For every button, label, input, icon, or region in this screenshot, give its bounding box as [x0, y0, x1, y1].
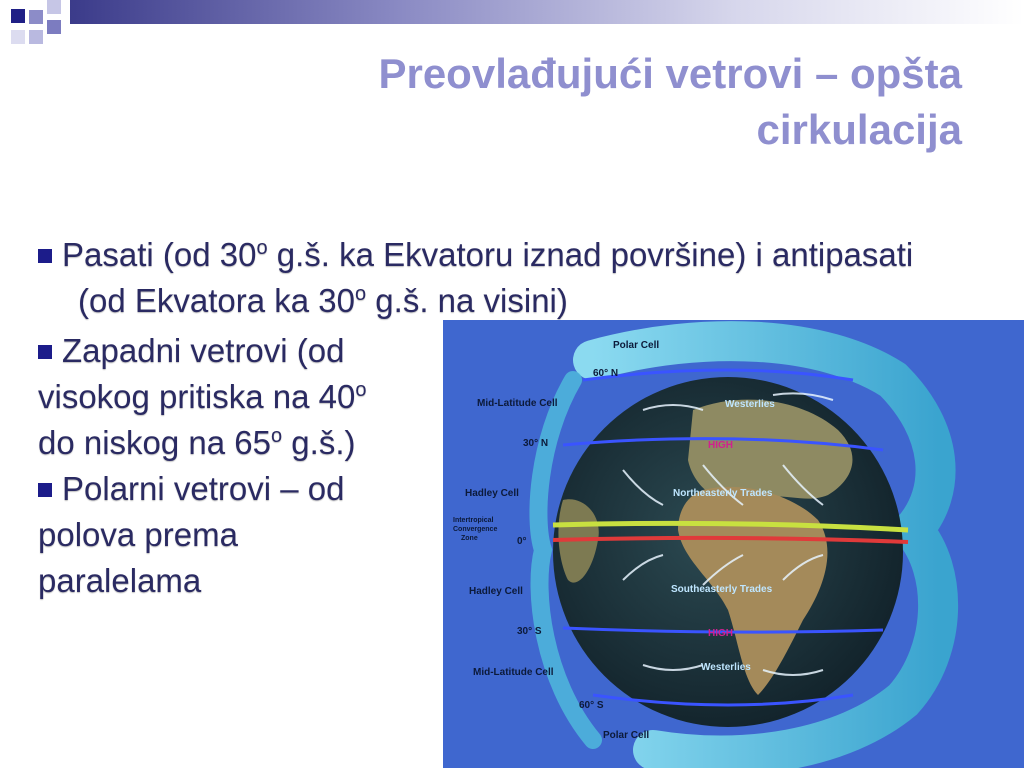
decor-square — [29, 30, 43, 44]
bullet-text: visokog pritiska na 40 — [38, 378, 356, 415]
decor-square — [47, 20, 61, 34]
label-30n: 30° N — [523, 438, 549, 449]
decor-square — [47, 0, 61, 14]
bullet-text: g.š. ka Ekvatoru iznad površine) i antipasati (od Ekvatora ka 30 — [78, 236, 914, 319]
bullet-text: Polarni vetrovi – od — [62, 470, 345, 507]
label-hadley-cell-s: Hadley Cell — [469, 586, 523, 597]
label-hadley-cell-n: Hadley Cell — [465, 488, 519, 499]
label-southeasterly-trades: Southeasterly Trades — [671, 584, 773, 595]
label-mid-latitude-cell-s: Mid-Latitude Cell — [473, 667, 554, 678]
label-westerlies-n: Westerlies — [725, 399, 775, 410]
label-itcz-3: Zone — [461, 535, 478, 542]
degree-superscript: o — [271, 425, 283, 447]
title-line-2: cirkulacija — [756, 106, 962, 153]
bullet-text: g.š.) — [282, 424, 356, 461]
label-polar-cell-s: Polar Cell — [603, 730, 650, 741]
bullet-square-icon — [38, 249, 52, 263]
label-high-s: HIGH — [708, 628, 733, 639]
global-circulation-figure — [443, 320, 1024, 768]
bullet-text: Zapadni vetrovi (od — [62, 332, 345, 369]
title-line-1: Preovlađujući vetrovi – opšta — [378, 50, 962, 97]
label-60n: 60° N — [593, 368, 619, 379]
bullet-text: do niskog na 65 — [38, 424, 272, 461]
header-gradient — [70, 0, 1024, 24]
bullet-text: g.š. na visini) — [366, 282, 568, 319]
decor-square — [11, 30, 25, 44]
bullet-square-icon — [38, 345, 52, 359]
label-mid-latitude-cell-n: Mid-Latitude Cell — [477, 398, 558, 409]
label-60s: 60° S — [579, 700, 604, 711]
label-high-n: HIGH — [708, 440, 733, 451]
bullet-text: Pasati (od 30 — [62, 236, 257, 273]
label-equator: 0° — [517, 536, 527, 547]
slide-title — [202, 46, 962, 158]
bullet-text: paralelama — [38, 562, 202, 599]
bullet-item-trade-winds — [38, 232, 968, 324]
decor-square — [29, 10, 43, 24]
label-westerlies-s: Westerlies — [701, 662, 751, 673]
label-itcz-2: Convergence — [453, 526, 498, 533]
degree-superscript: o — [256, 237, 268, 259]
label-30s: 30° S — [517, 626, 542, 637]
decorative-header-band — [0, 0, 1024, 24]
globe-diagram — [443, 320, 1024, 768]
bullet-square-icon — [38, 483, 52, 497]
label-polar-cell-n: Polar Cell — [613, 340, 660, 351]
label-itcz-1: Intertropical — [453, 517, 494, 524]
label-northeasterly-trades: Northeasterly Trades — [673, 488, 773, 499]
decor-square — [11, 9, 25, 23]
degree-superscript: o — [355, 379, 367, 401]
degree-superscript: o — [355, 283, 367, 305]
bullet-text: polova prema — [38, 516, 238, 553]
